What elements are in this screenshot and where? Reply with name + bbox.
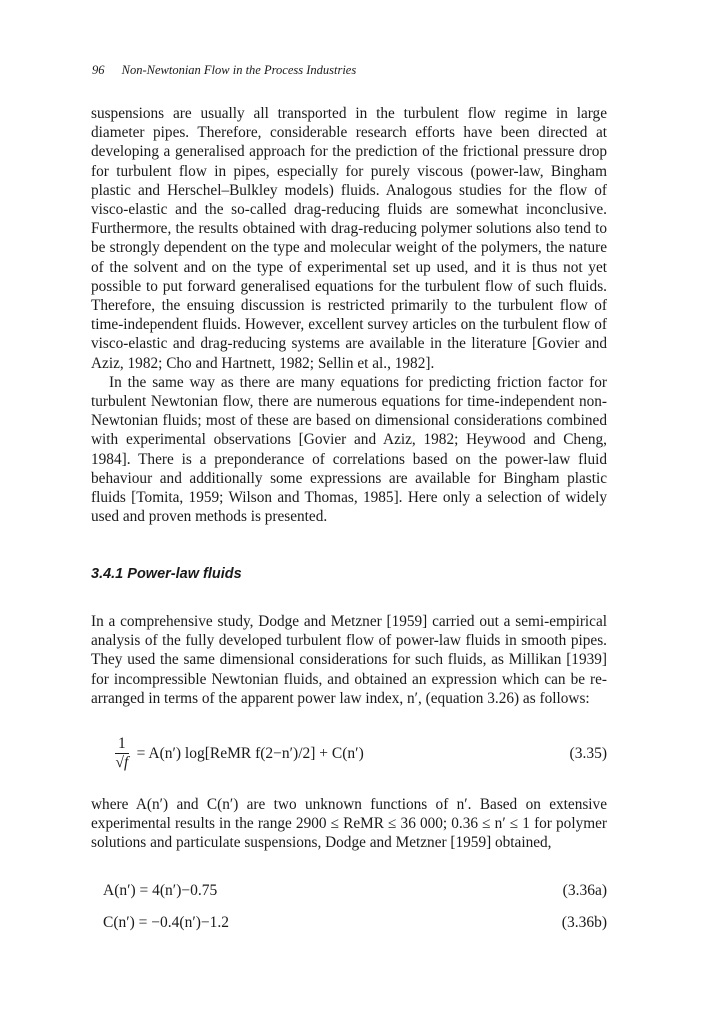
running-title: Non-Newtonian Flow in the Process Industries [121, 63, 357, 77]
section-heading: 3.4.1 Power-law fluids [91, 566, 242, 582]
paragraph-3-block [91, 612, 607, 708]
equation-3-35-body [115, 735, 364, 772]
paragraph-2: In the same way as there are many equations for predicting friction factor for turbulent Newtonian flow, there are numerous equations for time-independent non-Newtonian fluids; most of these are based on dimensional considerations combined with experimental observations [Govier and Aziz, 1982; Heywood and Cheng, 1984]. There is a preponderance of correlations based on the power-law fluid behaviour and additionally some expressions are available for Bingham plastic fluids [Tomita, 1959; Wilson and Thomas, 1985]. Here only a selection of widely used and proven methods is presented. [91, 373, 607, 526]
equation-3-36b [91, 914, 607, 936]
equation-number: (3.36a) [562, 882, 607, 899]
paragraph-1: suspensions are usually all transported in the turbulent flow regime in large diameter pipes. Therefore, considerable research efforts have been directed at developing a generalised approach for the prediction of the frictional pressure drop for turbulent flow in pipes, especially for purely viscous (power-law, Bingham plastic and Herschel–Bulkley models) fluids. Analogous studies for the flow of visco-elastic and the so-called drag-reducing fluids are somewhat inconclusive. Furthermore, the results obtained with drag-reducing polymer solutions also tend to be strongly dependent on the type and molecular weight of the polymers, the nature of the solvent and on the type of experimental set up used, and it is thus not yet possible to put forward generalised equations for the turbulent flow of such fluids. Therefore, the ensuing discussion is restricted primarily to the turbulent flow of time-independent fluids. However, excellent survey articles on the turbulent flow of visco-elastic and drag-reducing systems are available in the literature [Govier and Aziz, 1982; Cho and Hartnett, 1982; Sellin et al., 1982]. [91, 105, 607, 372]
paragraph-4: where A(n′) and C(n′) are two unknown functions of n′. Based on extensive experimental results in the range 2900 ≤ ReMR ≤ 36 000; 0.36 ≤ n′ ≤ 1 for polymer solutions and particulate suspensions, Dodge and Metzner [1959] obtained, [91, 796, 607, 852]
equation-fraction [115, 735, 129, 772]
paragraph-continuation [91, 104, 607, 526]
equation-number: (3.36b) [561, 914, 607, 931]
fraction-numerator: 1 [115, 735, 129, 754]
equation-rhs: = A(n′) log[ReMR f(2−n′)/2] + C(n′) [136, 744, 364, 762]
equation-3-35 [91, 735, 607, 781]
paragraph-4-block [91, 795, 607, 853]
equation-3-36b-body: C(n′) = −0.4(n′)−1.2 [103, 914, 229, 931]
page-number: 96 [92, 63, 105, 77]
equation-3-36a [91, 882, 607, 904]
fraction-denominator: √f [115, 754, 129, 771]
running-header [92, 63, 612, 78]
equation-number: (3.35) [569, 745, 607, 762]
equation-3-36a-body: A(n′) = 4(n′)−0.75 [103, 882, 218, 899]
paragraph-3: In a comprehensive study, Dodge and Metzner [1959] carried out a semi-empirical analysis of the fully developed turbulent flow of power-law fluids in smooth pipes. They used the same dimensional considerations for such fluids, as Millikan [1939] for incompressible Newtonian fluids, and obtained an expression which can be re-arranged in terms of the apparent power law index, n′, (equation 3.26) as follows: [91, 613, 607, 707]
